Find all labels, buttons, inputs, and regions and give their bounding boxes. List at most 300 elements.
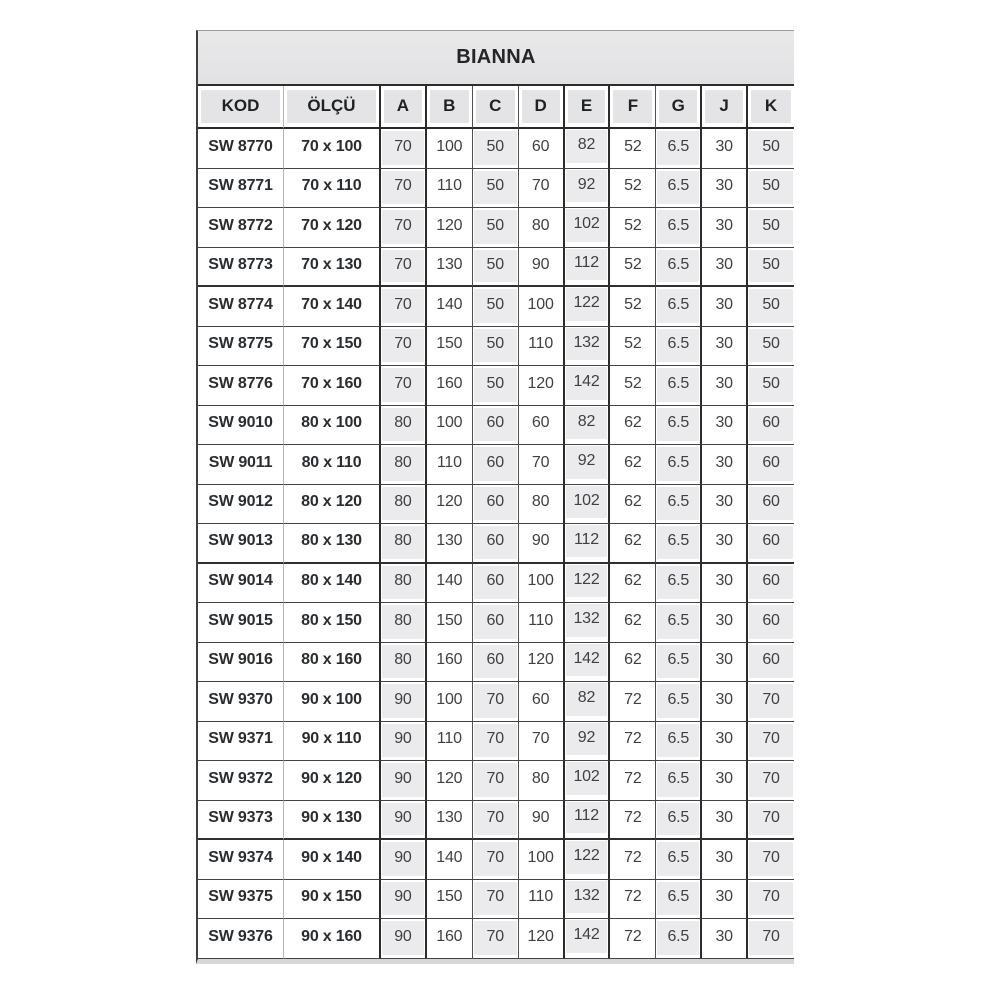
cell-text: ÖLÇÜ (287, 90, 376, 123)
cell-text: 80 (382, 487, 424, 521)
cell-text: 80 (382, 645, 424, 679)
cell-f (610, 485, 656, 525)
cell-c (473, 603, 519, 643)
cell-text: 50 (749, 368, 793, 402)
cell-b (427, 406, 473, 446)
cell-f (610, 406, 656, 446)
cell-f (610, 643, 656, 683)
cell-g (656, 801, 702, 841)
cell-text: 70 (382, 329, 424, 363)
cell-c (473, 564, 519, 604)
cell-text: 70 x 140 (301, 295, 362, 313)
cell-a (381, 682, 427, 722)
cell-text: 100 (527, 295, 554, 313)
cell-text: 92 (566, 170, 608, 203)
table-title: BIANNA (198, 31, 794, 86)
cell-text: 130 (436, 255, 463, 273)
cell-text: 90 x 160 (301, 927, 362, 945)
cell-c (473, 880, 519, 920)
cell-text: 6.5 (657, 368, 699, 402)
cell-text: 50 (749, 210, 793, 244)
cell-text: 120 (436, 769, 463, 787)
cell-text: SW 8772 (208, 216, 273, 234)
cell-text: 30 (715, 374, 733, 392)
header-row (198, 86, 794, 129)
cell-j (702, 406, 748, 446)
cell-text: SW 9373 (208, 808, 273, 826)
cell-e (565, 840, 611, 880)
cell-j (702, 169, 748, 209)
cell-k (748, 761, 794, 801)
cell-d (519, 248, 565, 288)
column-header-k (748, 86, 794, 129)
cell-f (610, 129, 656, 169)
cell-text: 50 (749, 171, 793, 205)
cell-text: SW 8773 (208, 255, 273, 273)
cell-text: 70 x 160 (301, 374, 362, 392)
cell-text: 50 (474, 368, 517, 402)
cell-text: 30 (715, 177, 733, 195)
cell-text: 30 (715, 493, 733, 511)
cell-text: 70 (382, 368, 424, 402)
cell-e (565, 880, 611, 920)
cell-text: 92 (566, 446, 608, 479)
cell-g (656, 129, 702, 169)
cell-text: 60 (749, 408, 793, 442)
cell-text: 60 (474, 526, 517, 559)
cell-text: 120 (436, 216, 463, 234)
cell-d (519, 761, 565, 801)
cell-text: 62 (624, 651, 642, 669)
cell-e (565, 643, 611, 683)
table-row (198, 643, 794, 683)
cell-text: 102 (566, 762, 608, 795)
cell-text: 62 (624, 493, 642, 511)
cell-f (610, 366, 656, 406)
cell-kod (198, 643, 284, 683)
cell-text: 30 (715, 532, 733, 550)
table-row (198, 722, 794, 762)
cell-text: SW 8775 (208, 335, 273, 353)
cell-text: 112 (566, 525, 608, 557)
spec-sheet (196, 30, 794, 964)
cell-text: 50 (474, 131, 517, 165)
cell-e (565, 406, 611, 446)
cell-text: SW 8771 (208, 177, 273, 195)
cell-text: 102 (566, 486, 608, 519)
cell-text: 60 (531, 414, 550, 432)
cell-text: 150 (436, 611, 463, 629)
cell-text: B (430, 90, 469, 123)
cell-text: 80 (531, 216, 550, 234)
cell-text: 70 (749, 842, 793, 876)
cell-text: 50 (474, 171, 517, 205)
cell-text: 120 (527, 927, 554, 945)
cell-text: 90 (531, 532, 550, 550)
cell-b (427, 801, 473, 841)
cell-text: SW 8774 (208, 295, 273, 313)
cell-text: 52 (624, 177, 642, 195)
cell-text: 70 (474, 803, 517, 836)
cell-c (473, 287, 519, 327)
cell-j (702, 682, 748, 722)
cell-text: SW 9011 (208, 453, 273, 471)
cell-c (473, 406, 519, 446)
cell-kod (198, 524, 284, 564)
cell-c (473, 919, 519, 959)
cell-text: G (659, 90, 697, 123)
cell-text: 90 (382, 921, 424, 955)
cell-b (427, 327, 473, 367)
table-row (198, 445, 794, 485)
cell-a (381, 406, 427, 446)
cell-text: 6.5 (657, 289, 699, 323)
cell-text: 70 x 110 (301, 177, 362, 195)
cell-text: 6.5 (657, 487, 699, 521)
cell-text: 52 (624, 137, 642, 155)
cell-text: 80 (382, 566, 424, 600)
cell-text: 30 (715, 216, 733, 234)
cell-e (565, 919, 611, 959)
cell-text: 72 (624, 690, 642, 708)
cell-c (473, 327, 519, 367)
cell-e (565, 327, 611, 367)
cell-text: SW 9372 (208, 769, 273, 787)
cell-text: KOD (201, 90, 280, 123)
cell-text: 160 (436, 927, 463, 945)
cell-g (656, 248, 702, 288)
cell-text: 50 (474, 250, 517, 283)
cell-e (565, 801, 611, 841)
table-row (198, 880, 794, 920)
cell-b (427, 603, 473, 643)
cell-c (473, 682, 519, 722)
cell-f (610, 801, 656, 841)
cell-g (656, 366, 702, 406)
cell-text: 160 (436, 651, 463, 669)
cell-text: 70 (749, 724, 793, 758)
cell-text: 30 (715, 651, 733, 669)
cell-text: 110 (528, 611, 554, 629)
cell-f (610, 208, 656, 248)
cell-e (565, 722, 611, 762)
cell-a (381, 248, 427, 288)
cell-kod (198, 287, 284, 327)
cell-g (656, 406, 702, 446)
cell-text: 120 (527, 374, 554, 392)
cell-text: 70 (531, 177, 550, 195)
cell-g (656, 485, 702, 525)
cell-kod (198, 248, 284, 288)
cell-text: 142 (566, 367, 608, 400)
cell-d (519, 327, 565, 367)
cell-j (702, 840, 748, 880)
cell-text: 70 (474, 763, 517, 797)
cell-text: 72 (624, 848, 642, 866)
cell-a (381, 801, 427, 841)
cell-text: 130 (436, 532, 463, 550)
cell-g (656, 880, 702, 920)
cell-text: 62 (624, 532, 642, 550)
cell-c (473, 801, 519, 841)
cell-text: F (613, 90, 652, 123)
cell-text: K (751, 90, 791, 123)
cell-text: 70 (382, 131, 424, 165)
cell-c (473, 208, 519, 248)
cell-text: 62 (624, 453, 642, 471)
cell-text: 90 (382, 684, 424, 718)
cell-g (656, 287, 702, 327)
cell-text: 100 (527, 572, 554, 590)
cell-text: 92 (566, 723, 608, 756)
cell-text: 6.5 (657, 408, 699, 442)
cell-kod (198, 169, 284, 209)
cell-text: 70 (474, 882, 517, 916)
cell-text: 122 (566, 841, 608, 874)
cell-text: 112 (566, 802, 608, 834)
cell-text: 80 x 150 (301, 611, 362, 629)
cell-text: 70 x 100 (301, 137, 362, 155)
cell-b (427, 169, 473, 209)
cell-f (610, 722, 656, 762)
cell-olcu (284, 722, 381, 762)
cell-text: 70 (382, 171, 424, 205)
cell-j (702, 287, 748, 327)
cell-kod (198, 129, 284, 169)
cell-text: 52 (624, 295, 642, 313)
cell-a (381, 327, 427, 367)
cell-j (702, 129, 748, 169)
cell-d (519, 208, 565, 248)
cell-d (519, 485, 565, 525)
cell-text: SW 9371 (208, 730, 273, 748)
cell-g (656, 208, 702, 248)
cell-text: 130 (436, 808, 463, 826)
cell-g (656, 524, 702, 564)
cell-text: 110 (436, 177, 462, 195)
cell-text: J (705, 90, 743, 123)
cell-text: 70 (474, 921, 517, 955)
cell-b (427, 840, 473, 880)
cell-text: 30 (715, 690, 733, 708)
cell-text: 60 (749, 487, 793, 521)
cell-d (519, 919, 565, 959)
cell-text: 70 (531, 730, 550, 748)
table-row (198, 603, 794, 643)
cell-text: 60 (474, 566, 517, 600)
cell-text: 90 (382, 842, 424, 876)
cell-d (519, 682, 565, 722)
cell-k (748, 169, 794, 209)
cell-j (702, 327, 748, 367)
cell-b (427, 880, 473, 920)
cell-text: SW 8770 (208, 137, 273, 155)
cell-olcu (284, 524, 381, 564)
cell-text: 80 (531, 493, 550, 511)
column-header-b (427, 86, 473, 129)
cell-kod (198, 801, 284, 841)
cell-k (748, 919, 794, 959)
cell-kod (198, 880, 284, 920)
cell-text: 30 (715, 137, 733, 155)
cell-text: 6.5 (657, 131, 699, 165)
cell-e (565, 208, 611, 248)
cell-j (702, 801, 748, 841)
cell-text: 120 (527, 651, 554, 669)
cell-text: 80 x 140 (301, 572, 362, 590)
cell-f (610, 919, 656, 959)
cell-text: 82 (566, 407, 608, 440)
cell-text: 80 x 120 (301, 493, 362, 511)
cell-text: 6.5 (657, 803, 699, 836)
cell-text: 90 x 120 (301, 769, 362, 787)
cell-b (427, 643, 473, 683)
cell-d (519, 801, 565, 841)
cell-d (519, 603, 565, 643)
cell-kod (198, 485, 284, 525)
column-header-d (519, 86, 565, 129)
column-header-e (565, 86, 611, 129)
cell-f (610, 840, 656, 880)
cell-f (610, 603, 656, 643)
cell-j (702, 485, 748, 525)
cell-text: 90 (382, 724, 424, 758)
cell-text: 50 (474, 210, 517, 244)
cell-text: A (384, 90, 422, 123)
cell-text: 6.5 (657, 605, 699, 639)
cell-text: 52 (624, 255, 642, 273)
cell-text: 110 (436, 453, 462, 471)
cell-text: E (568, 90, 606, 123)
cell-b (427, 564, 473, 604)
cell-a (381, 603, 427, 643)
cell-text: 142 (566, 920, 608, 953)
cell-text: 90 (382, 882, 424, 916)
cell-text: 60 (531, 690, 550, 708)
cell-k (748, 880, 794, 920)
cell-text: SW 9374 (208, 848, 273, 866)
cell-olcu (284, 208, 381, 248)
cell-text: 70 x 130 (301, 255, 362, 273)
cell-text: SW 9012 (208, 493, 273, 511)
cell-kod (198, 406, 284, 446)
cell-text: 70 (749, 882, 793, 916)
cell-text: 80 x 110 (301, 453, 362, 471)
cell-a (381, 840, 427, 880)
cell-f (610, 327, 656, 367)
cell-a (381, 485, 427, 525)
cell-e (565, 682, 611, 722)
cell-text: 30 (715, 335, 733, 353)
cell-j (702, 919, 748, 959)
cell-olcu (284, 129, 381, 169)
cell-kod (198, 603, 284, 643)
cell-text: 30 (715, 927, 733, 945)
cell-text: 150 (436, 888, 463, 906)
cell-c (473, 524, 519, 564)
table-row (198, 129, 794, 169)
cell-olcu (284, 248, 381, 288)
cell-e (565, 248, 611, 288)
cell-k (748, 682, 794, 722)
cell-g (656, 761, 702, 801)
cell-b (427, 129, 473, 169)
cell-text: 50 (474, 329, 517, 363)
cell-text: 50 (749, 250, 793, 283)
cell-a (381, 761, 427, 801)
cell-k (748, 287, 794, 327)
cell-olcu (284, 366, 381, 406)
cell-k (748, 406, 794, 446)
cell-text: 30 (715, 888, 733, 906)
cell-text: 70 (749, 921, 793, 955)
cell-text: 140 (436, 295, 463, 313)
cell-j (702, 603, 748, 643)
cell-text: 140 (436, 848, 463, 866)
cell-text: 80 x 100 (301, 414, 362, 432)
cell-f (610, 248, 656, 288)
cell-k (748, 722, 794, 762)
cell-text: 160 (436, 374, 463, 392)
cell-text: 100 (436, 414, 463, 432)
cell-d (519, 129, 565, 169)
column-header-kod (198, 86, 284, 129)
column-header-f (610, 86, 656, 129)
cell-text: 60 (474, 408, 517, 442)
cell-text: 30 (715, 255, 733, 273)
cell-text: 100 (527, 848, 554, 866)
cell-text: 30 (715, 414, 733, 432)
cell-text: 50 (749, 329, 793, 363)
cell-e (565, 485, 611, 525)
cell-j (702, 248, 748, 288)
cell-text: 70 (382, 250, 424, 283)
cell-a (381, 643, 427, 683)
cell-e (565, 169, 611, 209)
cell-d (519, 643, 565, 683)
cell-k (748, 524, 794, 564)
cell-text: 140 (436, 572, 463, 590)
cell-d (519, 169, 565, 209)
cell-text: 6.5 (657, 566, 699, 600)
cell-c (473, 761, 519, 801)
cell-text: 100 (436, 137, 463, 155)
cell-b (427, 682, 473, 722)
cell-text: 80 (382, 408, 424, 442)
cell-b (427, 761, 473, 801)
column-header-olcu (284, 86, 381, 129)
cell-b (427, 366, 473, 406)
cell-e (565, 761, 611, 801)
cell-d (519, 406, 565, 446)
cell-text: 70 (474, 724, 517, 758)
table-row (198, 801, 794, 841)
table-row (198, 327, 794, 367)
cell-text: 6.5 (657, 921, 699, 955)
cell-b (427, 524, 473, 564)
cell-c (473, 129, 519, 169)
cell-d (519, 445, 565, 485)
cell-j (702, 722, 748, 762)
cell-text: 60 (474, 605, 517, 639)
cell-text: 70 (749, 763, 793, 797)
cell-text: 70 (474, 842, 517, 876)
cell-text: 6.5 (657, 447, 699, 481)
cell-e (565, 366, 611, 406)
cell-olcu (284, 327, 381, 367)
cell-text: 122 (566, 288, 608, 321)
cell-e (565, 603, 611, 643)
